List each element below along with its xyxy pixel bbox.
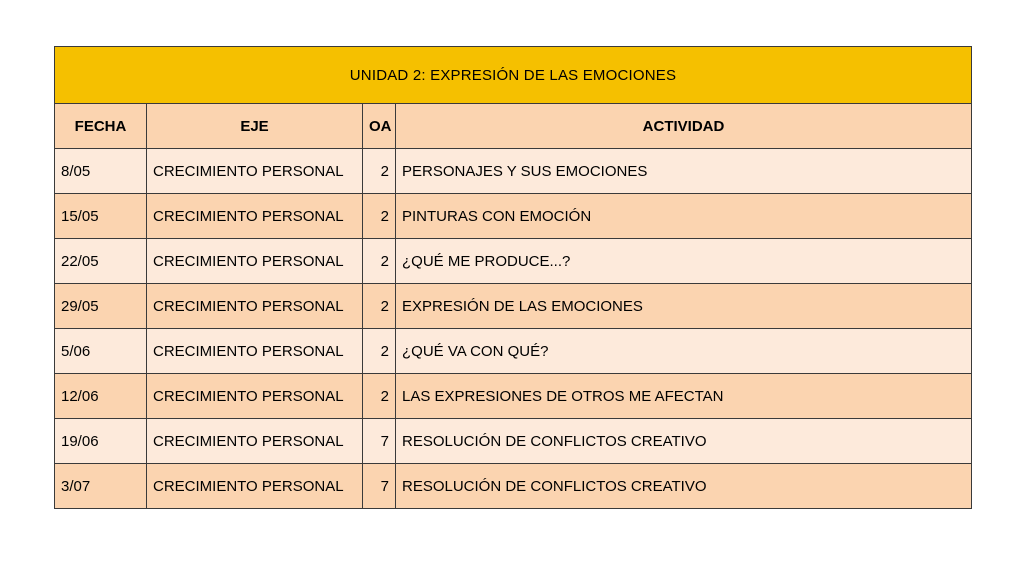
cell-oa: 2 (363, 329, 396, 374)
header-oa: OA (363, 104, 396, 149)
cell-actividad: EXPRESIÓN DE LAS EMOCIONES (396, 284, 972, 329)
cell-fecha: 15/05 (55, 194, 147, 239)
cell-oa: 7 (363, 464, 396, 509)
cell-fecha: 5/06 (55, 329, 147, 374)
table-row (55, 194, 972, 239)
table-row (55, 464, 972, 509)
cell-eje: CRECIMIENTO PERSONAL (147, 464, 363, 509)
table-title: UNIDAD 2: EXPRESIÓN DE LAS EMOCIONES (55, 47, 972, 104)
cell-eje: CRECIMIENTO PERSONAL (147, 374, 363, 419)
header-eje: EJE (147, 104, 363, 149)
cell-eje: CRECIMIENTO PERSONAL (147, 329, 363, 374)
cell-actividad: PINTURAS CON EMOCIÓN (396, 194, 972, 239)
cell-actividad: RESOLUCIÓN DE CONFLICTOS CREATIVO (396, 464, 972, 509)
header-fecha: FECHA (55, 104, 147, 149)
cell-oa: 2 (363, 194, 396, 239)
cell-oa: 2 (363, 149, 396, 194)
cell-eje: CRECIMIENTO PERSONAL (147, 239, 363, 284)
cell-actividad: PERSONAJES Y SUS EMOCIONES (396, 149, 972, 194)
cell-eje: CRECIMIENTO PERSONAL (147, 194, 363, 239)
cell-oa: 7 (363, 419, 396, 464)
cell-fecha: 29/05 (55, 284, 147, 329)
schedule-table (54, 46, 972, 509)
cell-eje: CRECIMIENTO PERSONAL (147, 284, 363, 329)
cell-fecha: 19/06 (55, 419, 147, 464)
cell-oa: 2 (363, 374, 396, 419)
column-header-row (55, 104, 972, 149)
schedule-table-wrapper (54, 46, 972, 509)
table-row (55, 374, 972, 419)
cell-actividad: ¿QUÉ ME PRODUCE...? (396, 239, 972, 284)
table-row (55, 284, 972, 329)
header-actividad: ACTIVIDAD (396, 104, 972, 149)
cell-fecha: 12/06 (55, 374, 147, 419)
cell-actividad: ¿QUÉ VA CON QUÉ? (396, 329, 972, 374)
cell-oa: 2 (363, 239, 396, 284)
cell-actividad: RESOLUCIÓN DE CONFLICTOS CREATIVO (396, 419, 972, 464)
cell-fecha: 3/07 (55, 464, 147, 509)
table-row (55, 419, 972, 464)
cell-eje: CRECIMIENTO PERSONAL (147, 149, 363, 194)
table-row (55, 239, 972, 284)
cell-actividad: LAS EXPRESIONES DE OTROS ME AFECTAN (396, 374, 972, 419)
cell-eje: CRECIMIENTO PERSONAL (147, 419, 363, 464)
cell-fecha: 22/05 (55, 239, 147, 284)
table-row (55, 329, 972, 374)
cell-fecha: 8/05 (55, 149, 147, 194)
cell-oa: 2 (363, 284, 396, 329)
table-row (55, 149, 972, 194)
table-title-row (55, 47, 972, 104)
